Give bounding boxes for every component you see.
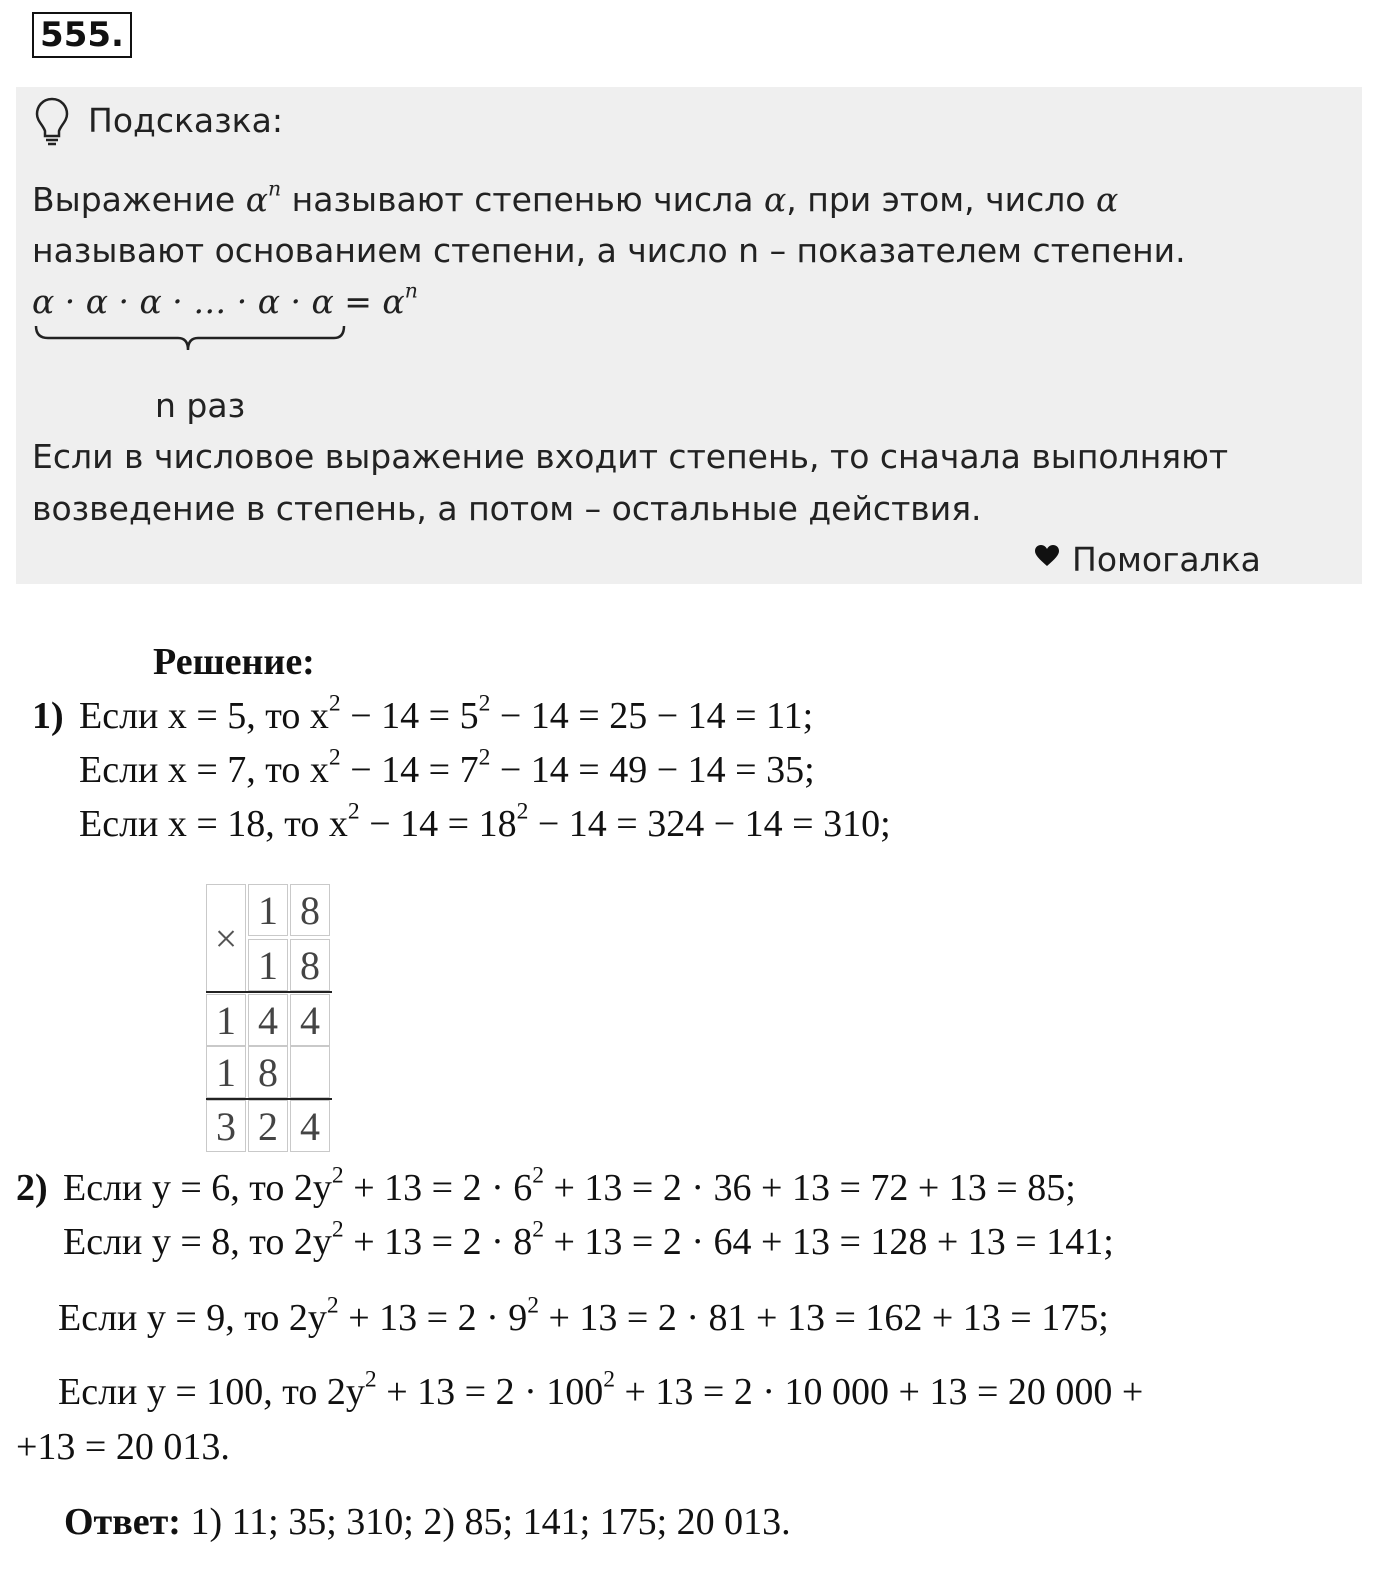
lightbulb-icon — [34, 96, 70, 146]
expr: + 13 = 2 · 36 + 13 = 72 + 13 = 85; — [544, 1167, 1076, 1209]
expr: + 13 = 2 · 9 — [338, 1297, 528, 1339]
exponent: 2 — [347, 798, 360, 825]
exponent: 2 — [478, 744, 491, 771]
sum-rule — [206, 1098, 332, 1100]
brace-label: n раз — [155, 386, 246, 425]
exponent: 2 — [326, 1292, 339, 1319]
expr: + 13 = 2 · 8 — [343, 1221, 533, 1263]
digit-cell: 1 — [206, 994, 246, 1046]
expr: Если y = 8, то 2y — [63, 1221, 332, 1263]
digit-cell: 1 — [248, 939, 288, 991]
answer-values: 1) 11; 35; 310; 2) 85; 141; 175; 20 013. — [180, 1501, 791, 1543]
hint-formula — [32, 278, 418, 321]
formula-equals: = — [333, 282, 383, 321]
hint-line-1 — [32, 176, 1119, 219]
expr: Если y = 9, то 2y — [58, 1297, 327, 1339]
digit-cell: 8 — [290, 939, 330, 991]
part-2-line-3 — [58, 1292, 1109, 1340]
digit-cell — [290, 1046, 330, 1098]
part-2-continuation: +13 = 20 013. — [16, 1426, 230, 1468]
expr: + 13 = 2 · 6 — [343, 1167, 533, 1209]
exponent: 2 — [331, 1162, 344, 1189]
expr: Если y = 100, то 2y — [58, 1371, 365, 1413]
part-2-label: 2) — [16, 1167, 48, 1209]
expr: − 14 = 49 − 14 = 35; — [490, 749, 815, 791]
exponent: 2 — [532, 1162, 544, 1189]
expr: + 13 = 2 · 100 — [376, 1371, 604, 1413]
exponent: 2 — [331, 1216, 344, 1243]
exponent: 2 — [328, 690, 341, 717]
exponent: 2 — [516, 798, 529, 825]
exponent: 2 — [603, 1366, 615, 1393]
answer-line — [64, 1500, 791, 1544]
source-label: Помогалка — [1072, 540, 1261, 579]
digit-cell: 1 — [248, 884, 288, 936]
heart-icon — [1034, 544, 1060, 568]
exponent: 2 — [527, 1292, 539, 1319]
exponent: 2 — [328, 744, 341, 771]
hint-text: , при этом, число — [786, 180, 1096, 219]
answer-label: Ответ: — [64, 1501, 181, 1543]
digit-cell: 8 — [248, 1046, 288, 1098]
part-1-line-3 — [79, 798, 891, 846]
expr: − 14 = 5 — [340, 695, 479, 737]
hint-line-2: называют основанием степени, а число n – показателем степени. — [32, 231, 1186, 270]
math-base: α — [245, 180, 269, 219]
formula-product: α · α · α · … · α · α — [32, 282, 334, 321]
digit-cell: 4 — [290, 994, 330, 1046]
digit-cell: 4 — [290, 1100, 330, 1152]
expr: − 14 = 7 — [340, 749, 479, 791]
hint-line-4: возведение в степень, а потом – остальные действия. — [32, 489, 982, 528]
expr: Если x = 18, то x — [79, 803, 348, 845]
expr: + 13 = 2 · 64 + 13 = 128 + 13 = 141; — [544, 1221, 1114, 1263]
exponent: 2 — [478, 690, 491, 717]
part-1-line-2 — [79, 744, 815, 792]
math-exponent: n — [268, 176, 282, 201]
part-2-line-2 — [63, 1216, 1114, 1264]
expr: Если y = 6, то 2y — [63, 1167, 332, 1209]
product-rule — [206, 991, 332, 993]
expr: − 14 = 18 — [359, 803, 517, 845]
digit-cell: 1 — [206, 1046, 246, 1098]
column-multiplication — [206, 884, 332, 1152]
underbrace — [34, 320, 350, 360]
hint-line-3: Если в числовое выражение входит степень, то сначала выполняют — [32, 437, 1229, 476]
multiply-sign: × — [206, 884, 246, 992]
expr: − 14 = 324 − 14 = 310; — [528, 803, 891, 845]
expr: + 13 = 2 · 10 000 + 13 = 20 000 + — [615, 1371, 1144, 1413]
part-2-line-4 — [58, 1366, 1144, 1414]
hint-title: Подсказка: — [88, 101, 283, 140]
part-1-label: 1) — [32, 695, 64, 737]
digit-cell: 3 — [206, 1100, 246, 1152]
hint-text: называют степенью числа — [281, 180, 764, 219]
digit-cell: 4 — [248, 994, 288, 1046]
math-base: α — [763, 180, 787, 219]
expr: − 14 = 25 − 14 = 11; — [490, 695, 814, 737]
exponent: 2 — [364, 1366, 377, 1393]
math-base: α — [382, 282, 405, 321]
exponent: 2 — [532, 1216, 544, 1243]
math-base: α — [1095, 180, 1119, 219]
solution-heading: Решение: — [153, 641, 315, 683]
expr: Если x = 7, то x — [79, 749, 329, 791]
part-2-line-1 — [63, 1162, 1076, 1210]
hint-text: Выражение — [32, 180, 246, 219]
expr: Если x = 5, то x — [79, 695, 329, 737]
digit-cell: 2 — [248, 1100, 288, 1152]
digit-cell: 8 — [290, 884, 330, 936]
math-exponent: n — [404, 278, 418, 303]
part-1-line-1 — [79, 690, 814, 738]
expr: + 13 = 2 · 81 + 13 = 162 + 13 = 175; — [539, 1297, 1109, 1339]
problem-number: 555. — [32, 12, 132, 58]
